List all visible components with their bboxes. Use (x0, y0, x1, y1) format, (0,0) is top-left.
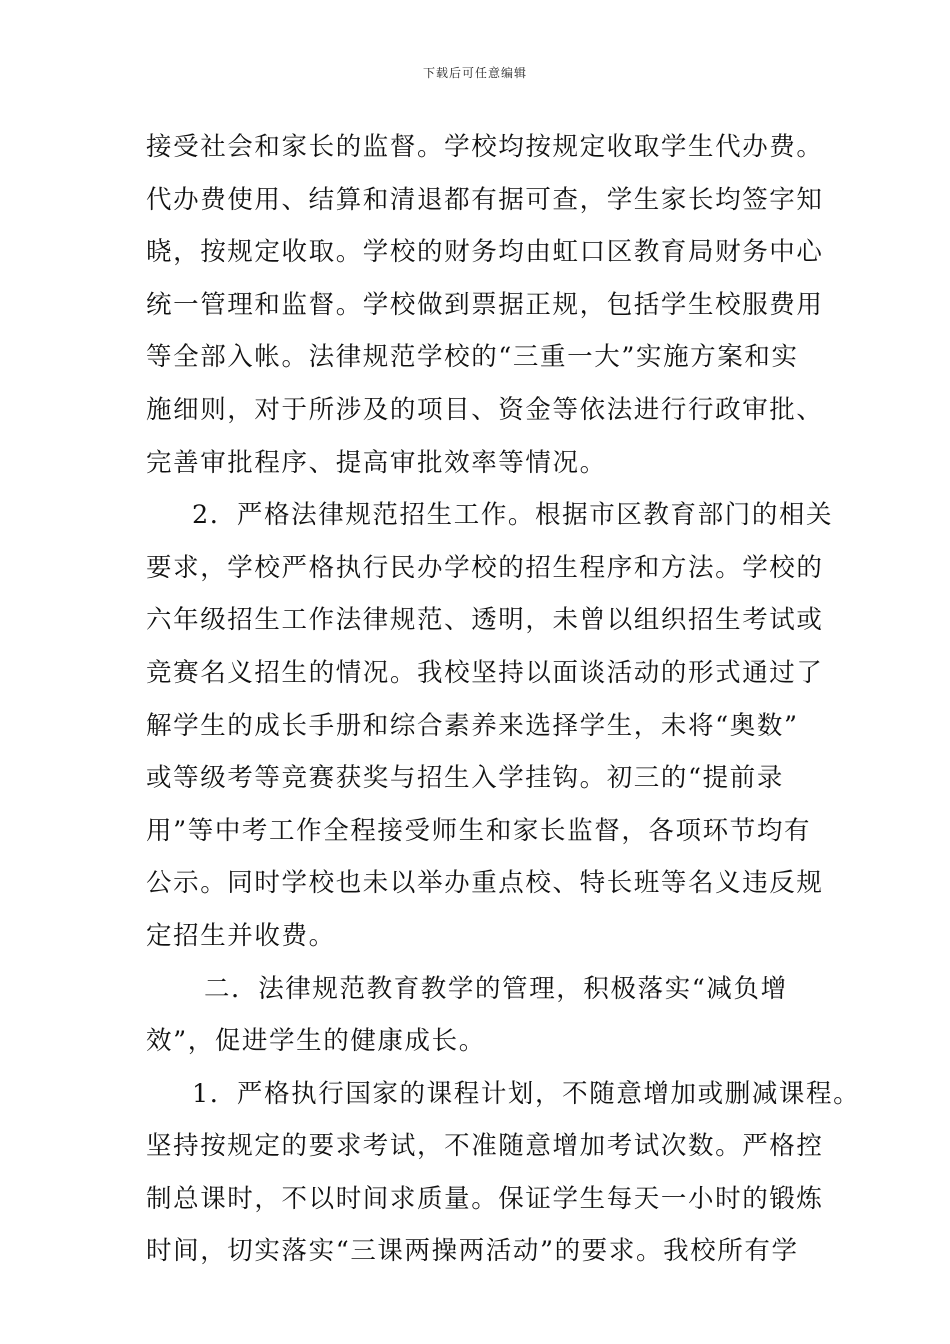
text-line: 坚持按规定的要求考试，不准随意增加考试次数。严格控 (146, 1131, 824, 1162)
document-body (146, 127, 861, 1284)
paragraph-heading-line: 2．严格法律规范招生工作。根据市区教育部门的相关 (192, 500, 834, 531)
text-line: 代办费使用、结算和清退都有据可查，学生家长均签字知 (146, 184, 824, 215)
text-line: 竞赛名义招生的情况。我校坚持以面谈活动的形式通过了 (146, 657, 824, 688)
text-line: 解学生的成长手册和综合素养来选择学生，未将“奥数” (146, 710, 799, 741)
text-line: 定招生并收费。 (146, 920, 336, 951)
text-line: 施细则，对于所涉及的项目、资金等依法进行行政审批、 (146, 394, 824, 425)
text-line: 用”等中考工作全程接受师生和家长监督，各项环节均有 (146, 815, 812, 846)
text-line: 完善审批程序、提高审批效率等情况。 (146, 447, 607, 478)
text-line: 接受社会和家长的监督。学校均按规定收取学生代办费。 (146, 132, 824, 162)
text-line: 统一管理和监督。学校做到票据正规，包括学生校服费用 (146, 289, 824, 320)
download-editable-note: 下载后可任意编辑 (422, 66, 527, 80)
text-line: 要求，学校严格执行民办学校的招生程序和方法。学校的 (146, 552, 824, 583)
text-line: 六年级招生工作法律规范、透明，未曾以组织招生考试或 (146, 605, 824, 636)
text-line: 效”，促进学生的健康成长。 (146, 1026, 486, 1057)
text-line: 或等级考等竞赛获奖与招生入学挂钩。初三的“提前录 (146, 763, 784, 794)
text-line: 等全部入帐。法律规范学校的“三重一大”实施方案和实 (146, 342, 799, 373)
text-line: 时间，切实落实“三课两操两活动”的要求。我校所有学 (146, 1236, 799, 1267)
text-line: 晓，按规定收取。学校的财务均由虹口区教育局财务中心 (146, 237, 824, 268)
text-line: 制总课时，不以时间求质量。保证学生每天一小时的锻炼 (146, 1183, 824, 1214)
paragraph-heading-line: 1．严格执行国家的课程计划，不随意增加或删减课程。 (192, 1078, 861, 1109)
text-line: 公示。同时学校也未以举办重点校、特长班等名义违反规 (146, 868, 824, 899)
section-heading-line: 二．法律规范教育教学的管理，积极落实“减负增 (204, 973, 788, 1004)
